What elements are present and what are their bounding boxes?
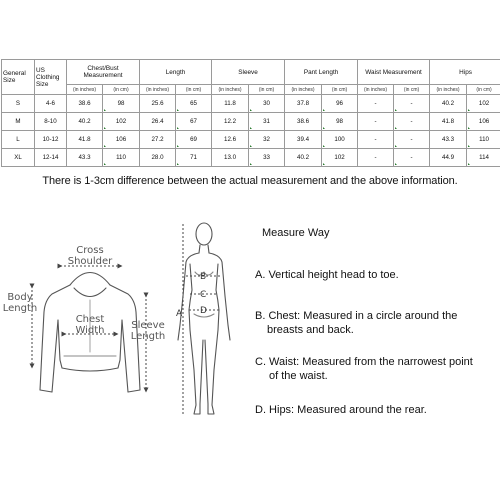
measure-way-item-d [255,403,495,417]
unit-cm: (in cm) [394,85,430,95]
cell-length-in: 28.0 [140,149,176,167]
cell-hips-cm: 102 [467,95,500,113]
cell-pant-cm: 102 [322,149,358,167]
cell-general-size: S [2,95,35,113]
cell-us-size: 4-6 [35,95,67,113]
cell-length-in: 27.2 [140,131,176,149]
cell-sleeve-cm: 33 [249,149,285,167]
cell-hips-in: 40.2 [430,95,467,113]
cell-length-in: 25.6 [140,95,176,113]
unit-in: (in inches) [212,85,249,95]
cell-chest-in: 40.2 [67,113,103,131]
unit-in: (in inches) [140,85,176,95]
unit-cm: (in cm) [467,85,500,95]
cell-sleeve-in: 12.2 [212,113,249,131]
header-pant-length: Pant Length [285,60,358,85]
unit-cm: (in cm) [103,85,140,95]
cell-sleeve-in: 11.8 [212,95,249,113]
cell-pant-in: 37.8 [285,95,322,113]
cell-us-size: 8-10 [35,113,67,131]
figure-label-d: D [200,306,207,316]
cell-length-cm: 67 [176,113,212,131]
cell-hips-in: 44.9 [430,149,467,167]
chest-width-label: Chest [75,314,105,325]
cross-shoulder-label: Cross [76,245,104,256]
cell-chest-in: 41.8 [67,131,103,149]
cell-waist-in: - [358,113,394,131]
figure-label-c: C [200,290,207,300]
cell-pant-in: 39.4 [285,131,322,149]
cell-waist-in: - [358,95,394,113]
table-row [2,131,500,149]
cell-hips-cm: 106 [467,113,500,131]
table-row [2,113,500,131]
chest-width-label: Width [75,325,105,336]
cell-pant-in: 38.6 [285,113,322,131]
cell-waist-in: - [358,131,394,149]
sleeve-length-label: Length [130,331,166,342]
measure-way-title: Measure Way [262,227,330,239]
unit-cm: (in cm) [249,85,285,95]
measurement-difference-note: There is 1-3cm difference between the actual measurement and the above information. [42,175,458,187]
cell-pant-in: 40.2 [285,149,322,167]
cell-waist-in: - [358,149,394,167]
measure-way-b-text-cont: breasts and back. [267,324,354,336]
cell-us-size: 10-12 [35,131,67,149]
header-us-size: US Clothing Size [35,60,67,95]
cell-hips-in: 43.3 [430,131,467,149]
cell-hips-cm: 110 [467,131,500,149]
figure-label-b: B [200,272,207,282]
measurement-illustration [0,215,250,445]
cell-chest-cm: 98 [103,95,140,113]
cell-chest-cm: 102 [103,113,140,131]
cell-chest-in: 38.6 [67,95,103,113]
size-chart-table [1,59,500,167]
cell-length-in: 26.4 [140,113,176,131]
cross-shoulder-label: Shoulder [67,256,113,267]
cell-waist-cm: - [394,149,430,167]
cell-waist-cm: - [394,113,430,131]
measure-way-c-text-cont: of the waist. [269,370,328,382]
cell-waist-cm: - [394,95,430,113]
table-row [2,95,500,113]
figure-label-a: A [176,309,183,319]
cell-length-cm: 71 [176,149,212,167]
cell-sleeve-in: 12.6 [212,131,249,149]
sleeve-length-label: Sleeve [131,320,165,331]
cell-chest-in: 43.3 [67,149,103,167]
measure-way-d-text: D. Hips: Measured around the rear. [255,404,427,416]
unit-cm: (in cm) [176,85,212,95]
cell-sleeve-cm: 31 [249,113,285,131]
table-row [2,149,500,167]
cell-sleeve-cm: 30 [249,95,285,113]
cell-sleeve-cm: 32 [249,131,285,149]
measure-way-a-text: A. Vertical height head to toe. [255,269,399,281]
measure-way-b-text: B. Chest: Measured in a circle around the [255,310,458,322]
header-general-size: General Size [2,60,35,95]
header-waist: Waist Measurement [358,60,430,85]
unit-in: (in inches) [67,85,103,95]
cell-us-size: 12-14 [35,149,67,167]
cell-general-size: M [2,113,35,131]
figure-measure-lines [183,224,222,414]
unit-in: (in inches) [358,85,394,95]
cell-hips-in: 41.8 [430,113,467,131]
header-row [2,60,500,85]
cell-pant-cm: 96 [322,95,358,113]
measure-way-item-a [255,268,495,282]
cell-general-size: XL [2,149,35,167]
cell-general-size: L [2,131,35,149]
header-hips: Hips [430,60,500,85]
cell-chest-cm: 106 [103,131,140,149]
body-length-label: Length [2,303,38,314]
body-figure [178,223,230,414]
header-sleeve: Sleeve [212,60,285,85]
cell-length-cm: 65 [176,95,212,113]
cell-hips-cm: 114 [467,149,500,167]
cell-chest-cm: 110 [103,149,140,167]
measure-way-item-c [255,355,495,383]
header-chest: Chest/Bust Measurement [67,60,140,85]
cell-pant-cm: 100 [322,131,358,149]
cell-pant-cm: 98 [322,113,358,131]
measure-way-c-text: C. Waist: Measured from the narrowest point [255,356,473,368]
cell-length-cm: 69 [176,131,212,149]
unit-cm: (in cm) [322,85,358,95]
measure-way-item-b [255,309,495,337]
body-length-label: Body [7,292,33,303]
unit-in: (in inches) [430,85,467,95]
unit-row [2,85,500,95]
header-length: Length [140,60,212,85]
unit-in: (in inches) [285,85,322,95]
cell-sleeve-in: 13.0 [212,149,249,167]
cell-waist-cm: - [394,131,430,149]
